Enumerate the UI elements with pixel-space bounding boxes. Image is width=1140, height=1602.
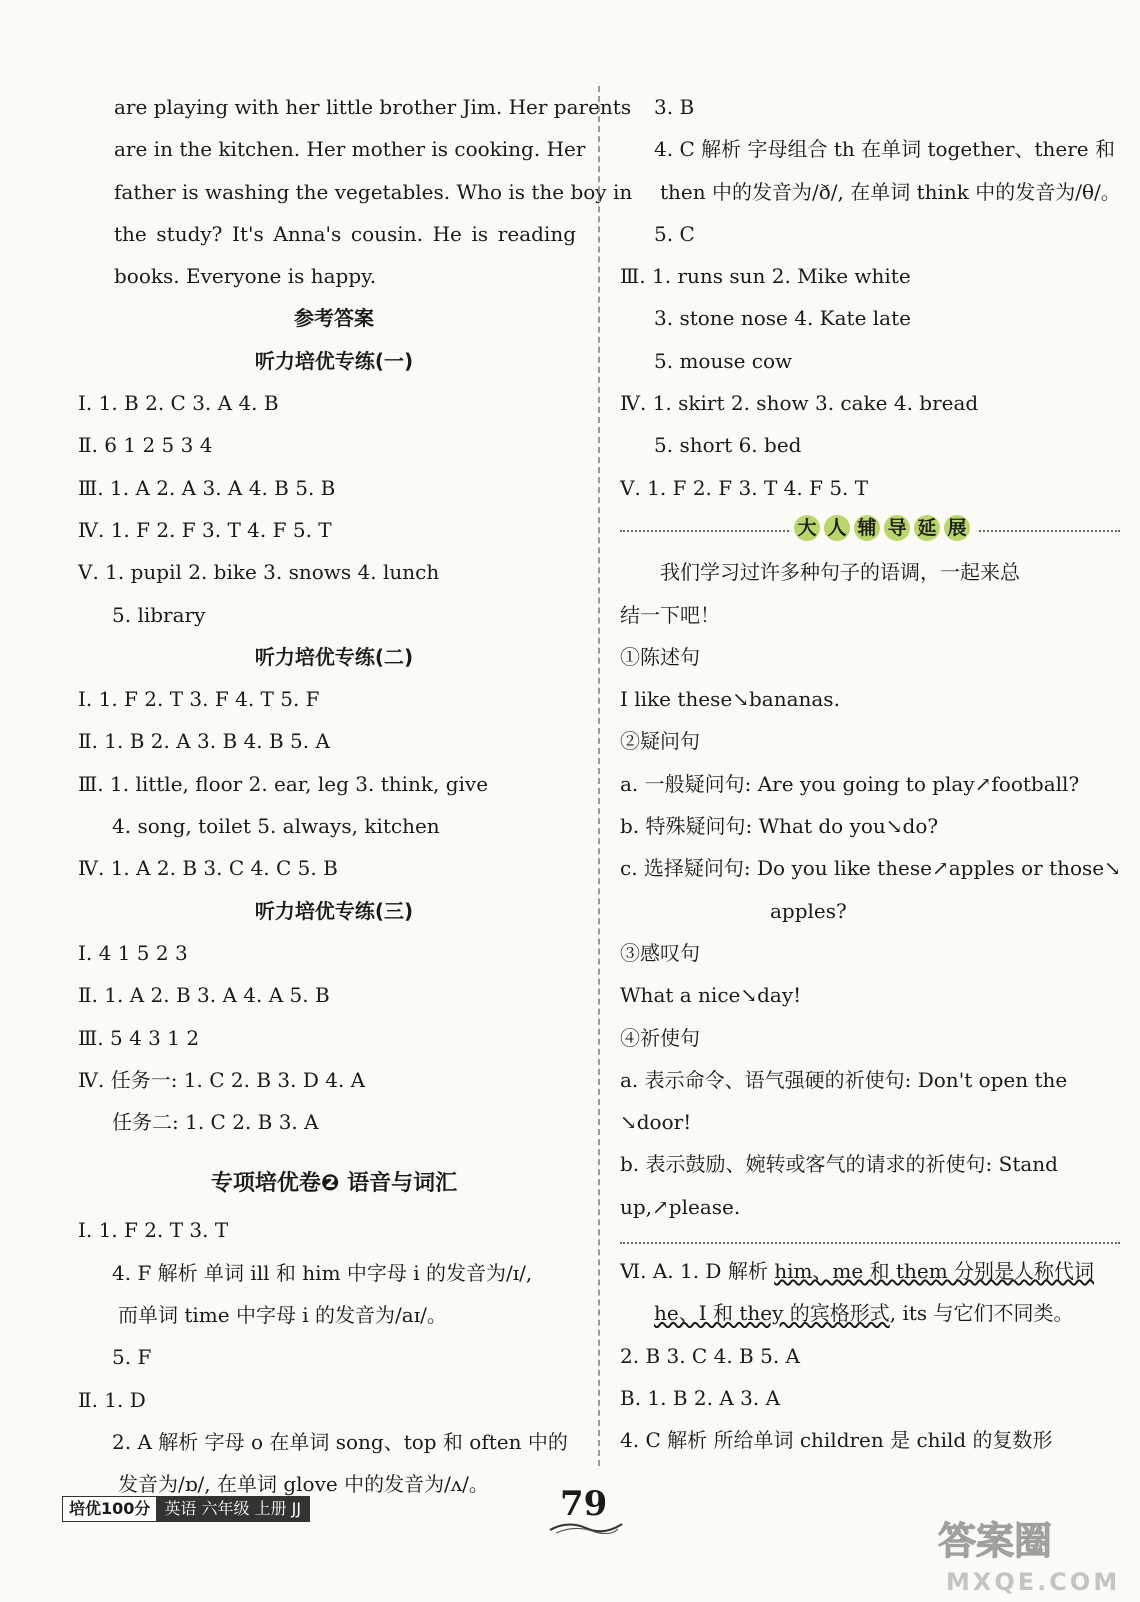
footer-book-info: 英语 六年级 上册 JJ: [156, 1497, 309, 1521]
page-number: 79: [560, 1484, 608, 1524]
extension-line: b. 特殊疑问句: What do you↘do?: [620, 814, 939, 839]
extension-line: c. 选择疑问句: Do you like these↗apples or those↘: [620, 856, 1121, 881]
answer-line: 5. library: [112, 602, 206, 627]
footer-brand: 培优100分: [63, 1497, 156, 1521]
extension-end-rule: [620, 1238, 1120, 1250]
extension-line: What a nice↘day!: [620, 983, 802, 1008]
answer-line: Ⅳ. 1. A 2. B 3. C 4. C 5. B: [78, 856, 338, 881]
answer-line: Ⅴ. 1. pupil 2. bike 3. snows 4. lunch: [78, 560, 440, 585]
answer-line: Ⅱ. 6 1 2 5 3 4: [78, 433, 213, 458]
svg-text:MXQE.COM: MXQE.COM: [946, 1568, 1120, 1596]
answer-line: Ⅰ. 1. F 2. T 3. T: [78, 1218, 229, 1243]
answer-line: 3. B: [654, 95, 695, 119]
story-line: are playing with her little brother Jim. Her parents: [114, 95, 632, 119]
footer-badge: [62, 1496, 310, 1522]
answer-line: 4. F 解析 单词 ill 和 him 中字母 i 的发音为/ɪ/,: [112, 1260, 533, 1285]
answer-line: Ⅲ. 1. runs sun 2. Mike white: [620, 264, 911, 289]
answer-line: Ⅰ. 1. F 2. T 3. F 4. T 5. F: [78, 687, 320, 712]
extension-line: ③感叹句: [620, 940, 700, 965]
section-title-2: 听力培优专练(二): [254, 644, 414, 669]
extension-line: apples?: [770, 898, 847, 923]
answer-line: Ⅲ. 1. A 2. A 3. A 4. B 5. B: [78, 475, 336, 500]
answer-line: Ⅵ. A. 1. D 解析 him、me 和 them 分别是人称代词: [620, 1259, 1095, 1284]
answer-line: Ⅴ. 1. F 2. F 3. T 4. F 5. T: [620, 475, 869, 500]
answer-line: Ⅳ. 任务一: 1. C 2. B 3. D 4. A: [78, 1067, 366, 1092]
answer-line: 5. F: [112, 1345, 152, 1370]
extension-line: b. 表示鼓励、婉转或客气的请求的祈使句: Stand: [620, 1152, 1058, 1177]
section-title-1: 听力培优专练(一): [254, 348, 414, 373]
right-column: [620, 86, 1120, 1462]
watermark-logo: [930, 1508, 1120, 1598]
answer-line: Ⅱ. 1. B 2. A 3. B 4. B 5. A: [78, 729, 330, 754]
extension-line: ④祈使句: [620, 1025, 700, 1050]
story-line: are in the kitchen. Her mother is cooking. Her: [114, 137, 586, 162]
extension-line: a. 表示命令、语气强硬的祈使句: Don't open the: [620, 1067, 1068, 1092]
unit-title: 专项培优卷❷ 语音与词汇: [210, 1171, 458, 1197]
answer-line: 4. song, toilet 5. always, kitchen: [112, 814, 440, 839]
answer-line: 2. B 3. C 4. B 5. A: [620, 1343, 800, 1368]
svg-text:答案圈: 答案圈: [938, 1519, 1053, 1563]
extension-line: a. 一般疑问句: Are you going to play↗football?: [620, 771, 1080, 796]
answer-line: he、I 和 they 的宾格形式, its 与它们不同类。: [654, 1301, 1074, 1326]
answers-title: 参考答案: [294, 306, 374, 331]
extension-line: 我们学习过许多种句子的语调，一起来总: [660, 560, 1020, 585]
extension-line: ①陈述句: [620, 644, 700, 669]
extension-line: 结一下吧！: [620, 602, 720, 627]
answer-line: 发音为/ɒ/, 在单词 glove 中的发音为/ʌ/。: [118, 1472, 489, 1497]
extension-line: ②疑问句: [620, 729, 700, 754]
column-separator: [598, 86, 600, 1466]
answer-line: B. 1. B 2. A 3. A: [620, 1385, 781, 1410]
answer-line: 4. C 解析 字母组合 th 在单词 together、there 和: [654, 137, 1115, 162]
underlined-text: he、I 和 they 的宾格形式: [654, 1301, 890, 1326]
page-number-ornament: [548, 1520, 624, 1534]
answer-line: 而单词 time 中字母 i 的发音为/aɪ/。: [118, 1303, 447, 1328]
answer-line: 5. short 6. bed: [654, 433, 802, 458]
extension-line: ↘door!: [620, 1110, 692, 1135]
answer-line: 4. C 解析 所给单词 children 是 child 的复数形: [620, 1428, 1053, 1453]
answer-line: Ⅱ. 1. D: [78, 1387, 146, 1412]
answer-line: then 中的发音为/ð/, 在单词 think 中的发音为/θ/。: [660, 179, 1121, 204]
story-line: father is washing the vegetables. Who is the boy in: [114, 179, 633, 204]
section-title-3: 听力培优专练(三): [254, 898, 414, 923]
answer-line: Ⅲ. 5 4 3 1 2: [78, 1025, 200, 1050]
extension-banner: [620, 509, 1120, 551]
answer-line: 任务二: 1. C 2. B 3. A: [112, 1110, 319, 1135]
answer-line: Ⅳ. 1. F 2. F 3. T 4. F 5. T: [78, 517, 332, 542]
answer-line: Ⅰ. 4 1 5 2 3: [78, 940, 188, 965]
answer-line: 5. C: [654, 221, 695, 246]
extension-line: up,↗please.: [620, 1194, 741, 1219]
story-line: the study? It's Anna's cousin. He is reading: [114, 221, 576, 246]
answer-line: Ⅲ. 1. little, floor 2. ear, leg 3. think, give: [78, 771, 489, 796]
answer-line: Ⅱ. 1. A 2. B 3. A 4. A 5. B: [78, 983, 330, 1008]
answer-line: 3. stone nose 4. Kate late: [654, 306, 911, 331]
answer-line: Ⅳ. 1. skirt 2. show 3. cake 4. bread: [620, 391, 979, 416]
underlined-text: him、me 和 them 分别是人称代词: [774, 1259, 1095, 1284]
answer-line: 5. mouse cow: [654, 348, 793, 373]
extension-line: I like these↘bananas.: [620, 687, 840, 712]
answer-line: 2. A 解析 字母 o 在单词 song、top 和 often 中的: [112, 1429, 568, 1454]
extension-banner-title: 大 人 辅 导 延 展: [790, 515, 978, 541]
answer-line: Ⅰ. 1. B 2. C 3. A 4. B: [78, 391, 279, 416]
story-line: books. Everyone is happy.: [114, 264, 377, 289]
